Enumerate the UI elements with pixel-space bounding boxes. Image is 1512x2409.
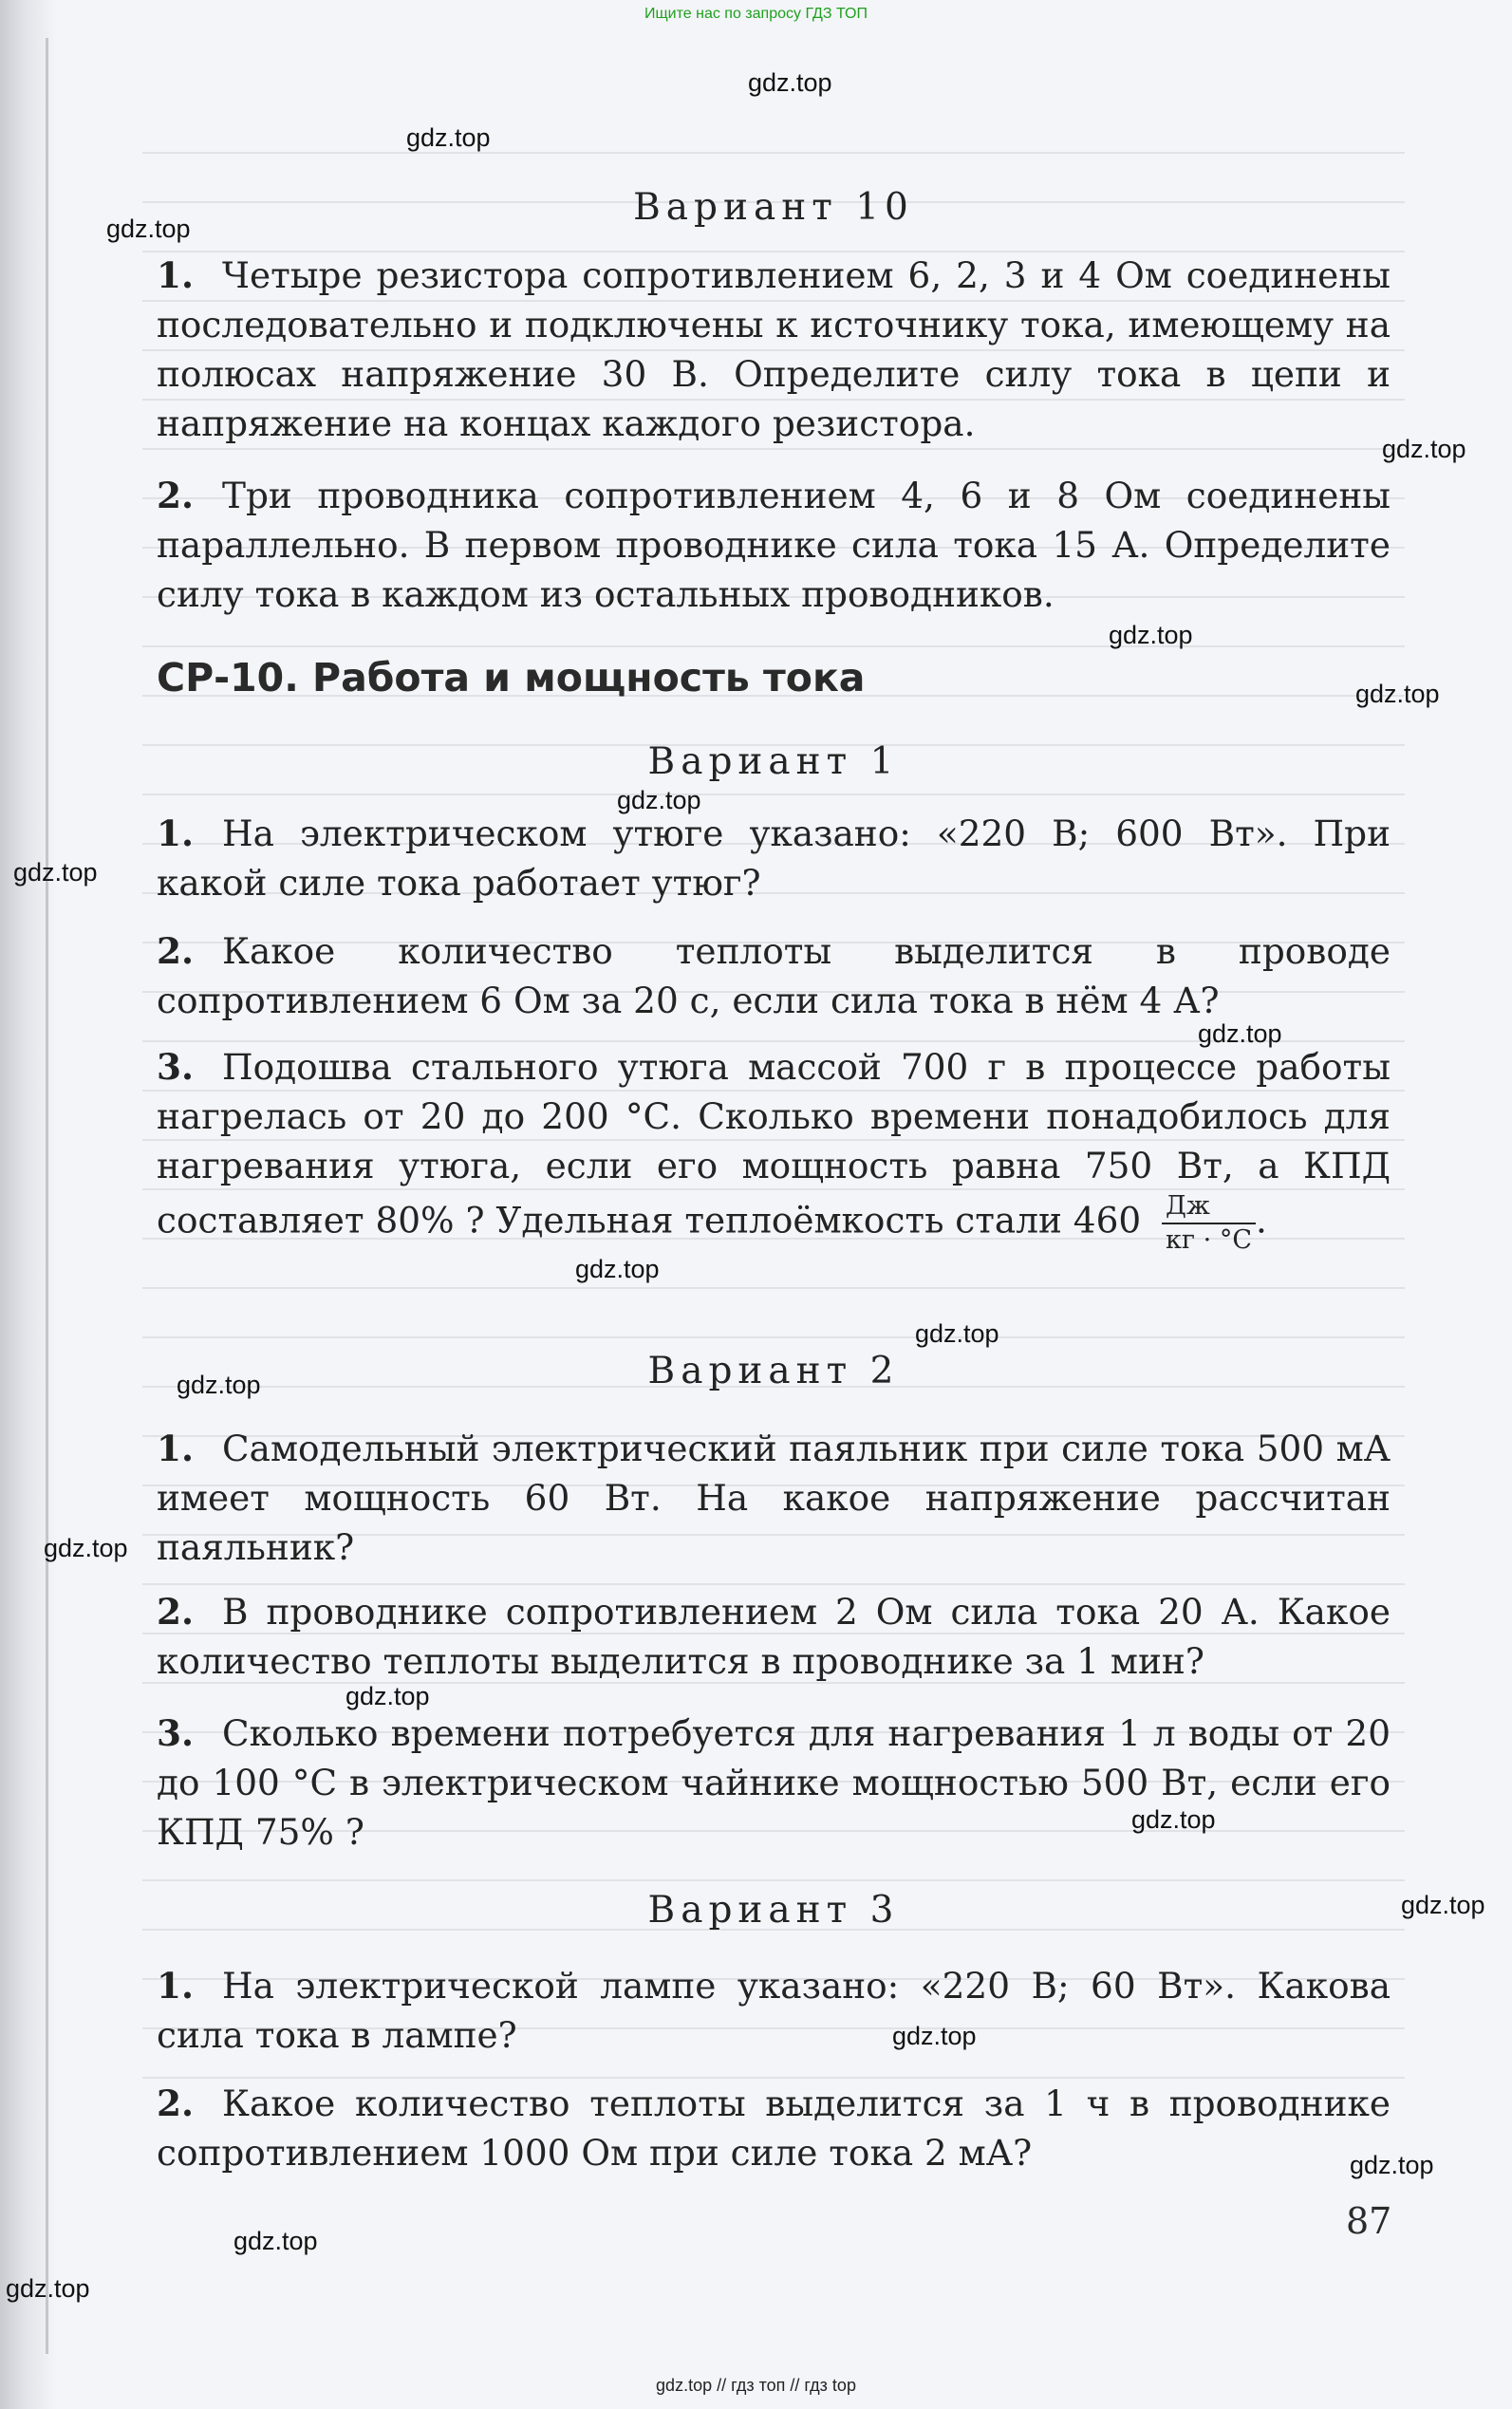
variant-1-problem-3 <box>157 1042 1391 1257</box>
top-banner[interactable]: Ищите нас по запросу ГДЗ ТОП <box>644 6 868 22</box>
watermark: gdz.top <box>1355 680 1440 708</box>
watermark: gdz.top <box>13 858 98 887</box>
problem-number: 2. <box>157 2082 195 2124</box>
watermark: gdz.top <box>1109 621 1193 649</box>
variant-1-problem-2 <box>157 926 1391 1025</box>
watermark: gdz.top <box>233 2227 318 2255</box>
problem-number: 1. <box>157 812 195 854</box>
variant-10-problem-1 <box>157 251 1391 448</box>
problem-text: Самодельный электрический паяльник при силе тока 500 мА имеет мощность 60 Вт. На какое напряжение рассчитан паяльник? <box>157 1428 1391 1568</box>
problem-text: В проводнике сопротивлением 2 Ом сила тока 20 А. Какое количество теплоты выделится в проводнике за 1 мин? <box>157 1591 1391 1682</box>
problem-number: 3. <box>157 1712 195 1754</box>
variant-3-problem-2 <box>157 2079 1391 2177</box>
variant-10-title: Вариант 10 <box>633 186 914 229</box>
watermark: gdz.top <box>345 1682 430 1710</box>
problem-text: На электрическом утюге указано: «220 В; 600 Вт». При какой силе тока работает утюг? <box>157 812 1391 904</box>
watermark: gdz.top <box>892 2022 977 2050</box>
problem-number: 1. <box>157 1428 195 1469</box>
page-edge-shadow <box>0 0 57 2409</box>
binding-gutter <box>46 38 48 2354</box>
problem-tail: . <box>1255 1199 1267 1242</box>
problem-number: 2. <box>157 1591 195 1633</box>
variant-2-problem-1 <box>157 1424 1391 1572</box>
watermark: gdz.top <box>1198 1019 1282 1048</box>
watermark: gdz.top <box>1401 1891 1485 1919</box>
watermark: gdz.top <box>6 2274 90 2303</box>
problem-text: Какое количество теплоты выделится за 1 ч в проводнике сопротивлением 1000 Ом при силе тока 2 мА? <box>157 2082 1391 2174</box>
watermark: gdz.top <box>915 1319 999 1348</box>
variant-2-problem-2 <box>157 1587 1391 1686</box>
watermark: gdz.top <box>106 215 191 243</box>
watermark: gdz.top <box>177 1371 261 1399</box>
watermark: gdz.top <box>575 1255 660 1283</box>
bottom-banner[interactable]: gdz.top // гдз топ // гдз top <box>656 2376 856 2395</box>
variant-3-title: Вариант 3 <box>647 1889 900 1932</box>
problem-text: Сколько времени потребуется для нагревания 1 л воды от 20 до 100 °С в электрическом чайнике мощностью 500 Вт, если его КПД 75% ? <box>157 1712 1391 1853</box>
problem-text: На электрической лампе указано: «220 В; 60 Вт». Какова сила тока в лампе? <box>157 1965 1391 2056</box>
unit-fraction <box>1162 1190 1256 1257</box>
watermark: gdz.top <box>1350 2151 1434 2179</box>
fraction-denominator: кг · °С <box>1166 1225 1252 1255</box>
problem-text: Подошва стального утюга массой 700 г в процессе работы нагрелась от 20 до 200 °С. Сколько времени понадобилось для нагревания утюга, если его мощность равна 750 Вт, а КПД составляет 80% ? Удельная теплоёмкость стали 460 <box>157 1046 1391 1242</box>
problem-number: 2. <box>157 475 195 516</box>
section-title: СР-10. Работа и мощность тока <box>157 655 866 700</box>
watermark: gdz.top <box>617 786 701 814</box>
problem-text: Три проводника сопротивлением 4, 6 и 8 Ом соединены параллельно. В первом проводнике сила тока 15 А. Определите силу тока в каждом из остальных проводников. <box>157 475 1391 615</box>
watermark: gdz.top <box>406 123 491 152</box>
variant-3-problem-1 <box>157 1961 1391 2060</box>
problem-text: Какое количество теплоты выделится в проводе сопротивлением 6 Ом за 20 с, если сила тока в нём 4 А? <box>157 930 1391 1021</box>
page-number: 87 <box>1346 2200 1392 2242</box>
problem-number: 3. <box>157 1046 195 1088</box>
variant-2-title: Вариант 2 <box>647 1350 900 1392</box>
watermark: gdz.top <box>748 68 832 97</box>
variant-10-problem-2 <box>157 471 1391 619</box>
fraction-numerator: Дж <box>1162 1190 1256 1224</box>
problem-number: 1. <box>157 254 195 296</box>
watermark: gdz.top <box>1131 1805 1216 1834</box>
problem-number: 1. <box>157 1965 195 2007</box>
watermark: gdz.top <box>44 1534 128 1562</box>
problem-number: 2. <box>157 930 195 972</box>
variant-1-title: Вариант 1 <box>647 740 900 783</box>
problem-text: Четыре резистора сопротивлением 6, 2, 3 и 4 Ом соединены последовательно и подключены к источнику тока, имеющему на полюсах напряжение 30 В. Определите силу тока в цепи и напряжение на концах каждого резистора. <box>157 254 1391 444</box>
variant-1-problem-1 <box>157 809 1391 907</box>
watermark: gdz.top <box>1382 435 1466 463</box>
